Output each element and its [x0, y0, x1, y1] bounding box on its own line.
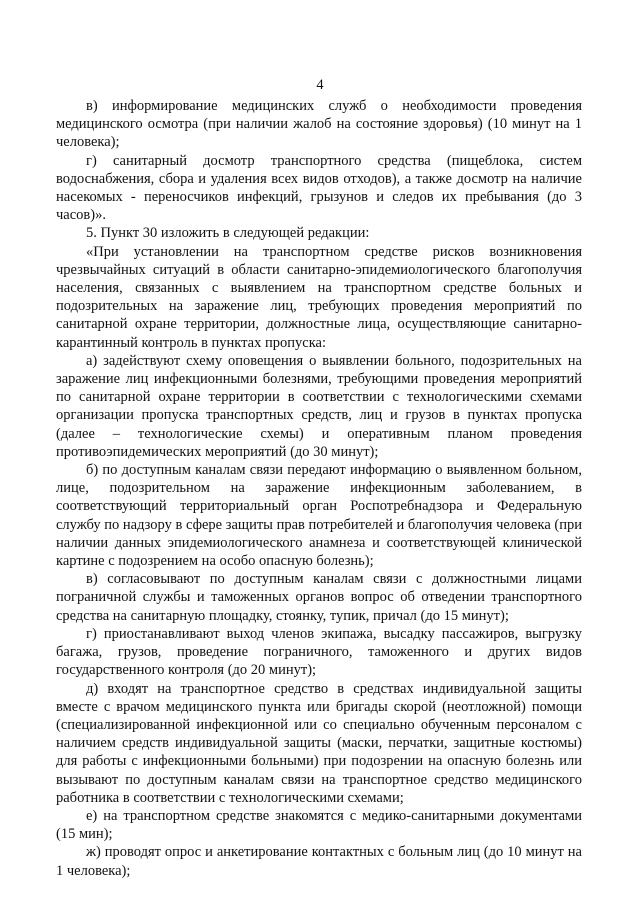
- paragraph-item-v-coordination: в) согласовывают по доступным каналам связи с должностными лицами пограничной службы и таможенных органов вопрос об отведении транспортного средства на санитарную площадку, стоянку, тупик, причал (до 15 минут);: [56, 571, 582, 624]
- paragraph-item-e-documents: е) на транспортном средстве знакомятся с медико-санитарными документами (15 мин);: [56, 807, 582, 843]
- paragraph-item-g-sanitary-inspection: г) санитарный досмотр транспортного средства (пищеблока, систем водоснабжения, сбора и удаления всех видов отходов), а также досмотр на наличие насекомых - переносчиков инфекций, грызунов и следов их пребывания (до 3 часов)».: [56, 152, 582, 224]
- paragraph-item-v-medical-services: в) информирование медицинских служб о необходимости проведения медицинского осмотра (при наличии жалоб на состояние здоровья) (10 минут на 1 человека);: [56, 98, 582, 151]
- paragraph-item-a-notification-scheme: а) задействуют схему оповещения о выявлении больного, подозрительных на заражение лиц инфекционными болезнями, требующими проведения мероприятий по санитарной охране территории в соответствии с технологическими схемами организации пропуска транспортных средств, лиц и грузов в пунктах пропуска (далее – технологические схемы) и оперативным планом проведения противоэпидемических мероприятий (до 30 минут);: [56, 352, 582, 460]
- paragraph-item-d-boarding: д) входят на транспортное средство в средствах индивидуальной защиты вместе с врачом медицинского пункта или бригады скорой (неотложной) помощи (специализированной инфекционной или со специально обученным персоналом с наличием средств индивидуальной защиты (маски, перчатки, защитные костюмы) для работы с инфекционными больными) при подозрении на опасную болезнь или вызывают по доступным каналам связи на транспортное средство медицинского работника в соответствии с технологическими схемами;: [56, 680, 582, 806]
- paragraph-item-zh-survey: ж) проводят опрос и анкетирование контактных с больным лиц (до 10 минут на 1 человека);: [56, 844, 582, 879]
- paragraph-item-b-information-transfer: б) по доступным каналам связи передают информацию о выявленном больном, лице, подозрительном на заражение инфекционным заболеванием, в соответствующий территориальный орган Роспотребнадзора и Федеральную службу по надзору в сфере защиты прав потребителей и благополучия человека (при наличии данных эпидемиологического анамнеза и соответствующей клинической картине с подозрением на особо опасную болезнь);: [56, 462, 582, 570]
- paragraph-clause-30-intro: «При установлении на транспортном средстве рисков возникновения чрезвычайных ситуаций в области санитарно-эпидемиологического благополучия населения, связанных с выявлением на транспортном средстве больных и подозрительных на заражение лиц, требующих проведения мероприятий по санитарной охране территории, должностные лица, осуществляющие санитарно-карантинный контроль в пунктах пропуска:: [56, 243, 582, 351]
- page-number: 4: [316, 77, 324, 93]
- paragraph-clause-5-heading: 5. Пункт 30 изложить в следующей редакции:: [86, 225, 370, 242]
- document-body: [56, 97, 582, 880]
- paragraph-item-g-suspension: г) приостанавливают выход членов экипажа, высадку пассажиров, выгрузку багажа, грузов, проведение пограничного, таможенного и других видов государственного контроля (до 20 минут);: [56, 625, 582, 679]
